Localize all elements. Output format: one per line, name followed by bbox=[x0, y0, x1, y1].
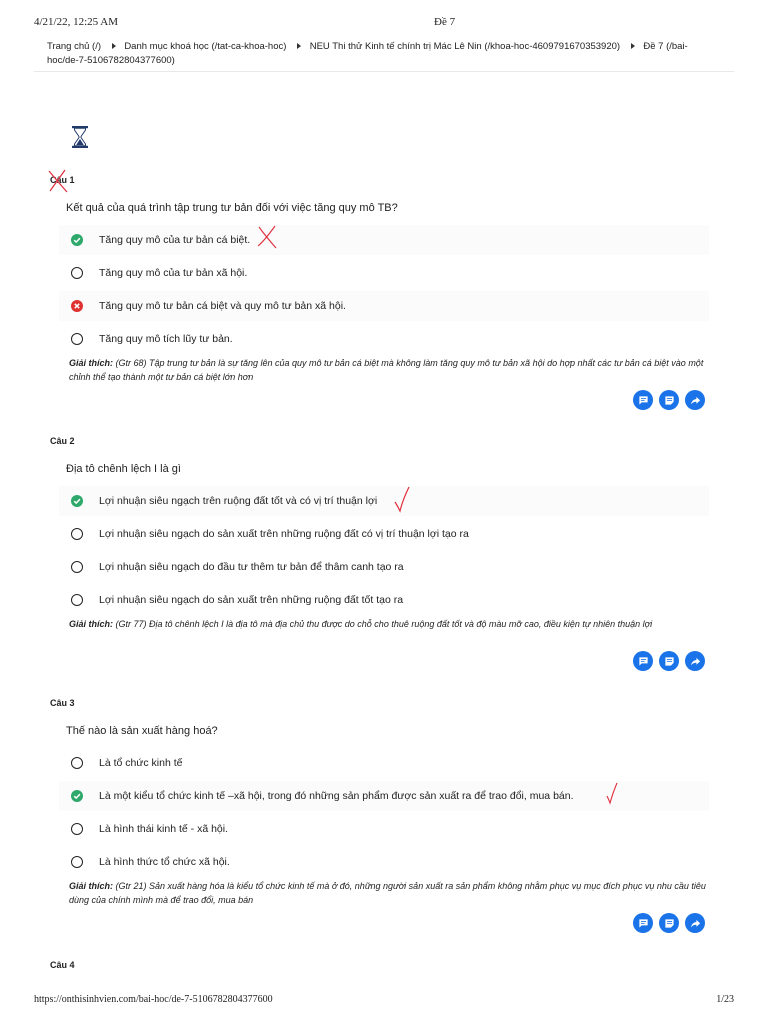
option-text: Là một kiểu tổ chức kinh tế –xã hội, trong đó những sản phẩm được sản xuất ra để trao đổi, mua bán. bbox=[99, 790, 574, 802]
question-actions bbox=[633, 390, 705, 410]
breadcrumb-separator-icon bbox=[112, 43, 116, 49]
option-3[interactable] bbox=[59, 291, 709, 321]
print-page-number: 1/23 bbox=[716, 994, 734, 1005]
question-text: Kết quả của quá trình tập trung tư bản đối với việc tăng quy mô TB? bbox=[66, 202, 398, 214]
print-date: 4/21/22, 12:25 AM bbox=[34, 16, 119, 28]
option-1[interactable] bbox=[59, 225, 709, 255]
option-text: Tăng quy mô của tư bản xã hội. bbox=[99, 267, 248, 279]
breadcrumb-separator-icon bbox=[631, 43, 635, 49]
question-label: Câu 1 bbox=[50, 175, 75, 185]
option-2[interactable] bbox=[59, 519, 709, 549]
option-text: Lợi nhuận siêu ngạch do sản xuất trên những ruộng đất tốt tạo ra bbox=[99, 594, 404, 606]
question-label: Câu 2 bbox=[50, 436, 75, 446]
note-icon[interactable] bbox=[659, 913, 679, 933]
option-text: Lợi nhuận siêu ngạch do sản xuất trên những ruộng đất có vị trí thuận lợi tạo ra bbox=[99, 528, 469, 540]
option-text: Là hình thái kinh tế - xã hội. bbox=[99, 823, 228, 835]
explanation-text: (Gtr 68) Tập trung tư bản là sự tăng lên của quy mô tư bản cá biệt mà không làm tăng quy mô tư bản xã hội do hợp nhất các tư bản cá biệt vào một chỉnh thể tạo thành một tư bản cá biệt lớn hơn bbox=[69, 358, 704, 382]
radio-empty-icon bbox=[71, 757, 83, 769]
option-text: Lợi nhuận siêu ngạch trên ruộng đất tốt và có vị trí thuận lợi bbox=[99, 495, 378, 507]
option-3[interactable] bbox=[59, 814, 709, 844]
question-text: Địa tô chênh lệch I là gì bbox=[66, 463, 181, 475]
option-text: Tăng quy mô tư bản cá biệt và quy mô tư bản xã hội. bbox=[99, 300, 346, 312]
option-text: Lợi nhuận siêu ngạch do đầu tư thêm tư bản để thâm canh tạo ra bbox=[99, 561, 404, 573]
option-4[interactable] bbox=[59, 324, 709, 354]
breadcrumb-separator-icon bbox=[297, 43, 301, 49]
question-label: Câu 3 bbox=[50, 698, 75, 708]
option-text: Là hình thức tổ chức xã hội. bbox=[99, 856, 230, 868]
explanation bbox=[69, 357, 709, 384]
option-4[interactable] bbox=[59, 847, 709, 877]
check-circle-icon bbox=[71, 790, 83, 802]
option-2[interactable] bbox=[59, 258, 709, 288]
print-url: https://onthisinhvien.com/bai-hoc/de-7-5106782804377600 bbox=[34, 994, 273, 1005]
question-label: Câu 4 bbox=[50, 960, 75, 970]
explanation-text: (Gtr 77) Địa tô chênh lệch I là địa tô mà địa chủ thu được do chỗ cho thuê ruộng đất tốt và độ màu mỡ cao, điều kiện tự nhiên thuận lợi bbox=[115, 619, 653, 629]
option-4[interactable] bbox=[59, 585, 709, 615]
print-title: Đề 7 bbox=[434, 16, 456, 28]
share-icon[interactable] bbox=[685, 390, 705, 410]
option-1[interactable] bbox=[59, 748, 709, 778]
note-icon[interactable] bbox=[659, 390, 679, 410]
header-divider bbox=[34, 71, 734, 72]
comment-icon[interactable] bbox=[633, 390, 653, 410]
option-1[interactable] bbox=[59, 486, 709, 516]
breadcrumb-home[interactable]: Trang chủ (/) bbox=[47, 41, 102, 52]
breadcrumb-lesson[interactable]: Đề 7 (/bai-hoc/de-7-5106782804377600) bbox=[47, 41, 688, 66]
share-icon[interactable] bbox=[685, 651, 705, 671]
explanation bbox=[69, 880, 709, 907]
x-circle-icon bbox=[71, 300, 83, 312]
note-icon[interactable] bbox=[659, 651, 679, 671]
radio-empty-icon bbox=[71, 528, 83, 540]
print-footer bbox=[34, 994, 734, 1008]
share-icon[interactable] bbox=[685, 913, 705, 933]
check-circle-icon bbox=[71, 495, 83, 507]
radio-empty-icon bbox=[71, 333, 83, 345]
explanation-label: Giải thích: bbox=[69, 881, 114, 891]
explanation-label: Giải thích: bbox=[69, 619, 114, 629]
pen-cross-mark-icon bbox=[256, 224, 278, 250]
hourglass-icon bbox=[72, 126, 88, 148]
option-text: Tăng quy mô của tư bản cá biệt. bbox=[99, 234, 251, 246]
radio-empty-icon bbox=[71, 594, 83, 606]
pen-check-mark-icon bbox=[606, 782, 618, 806]
comment-icon[interactable] bbox=[633, 651, 653, 671]
radio-empty-icon bbox=[71, 267, 83, 279]
radio-empty-icon bbox=[71, 823, 83, 835]
print-header bbox=[34, 16, 734, 32]
option-text: Là tổ chức kinh tế bbox=[99, 757, 183, 769]
breadcrumb bbox=[47, 40, 697, 68]
option-3[interactable] bbox=[59, 552, 709, 582]
comment-icon[interactable] bbox=[633, 913, 653, 933]
explanation-text: (Gtr 21) Sản xuất hàng hóa là kiểu tổ chức kinh tế mà ở đó, những người sản xuất ra sản phẩm không nhằm phục vụ mục đích phục vụ nhu cầu tiêu dùng của chính mình mà để trao đổi, mua bán bbox=[69, 881, 706, 905]
breadcrumb-course[interactable]: NEU Thi thử Kinh tế chính trị Mác Lê Nin (/khoa-hoc-4609791670353920) bbox=[309, 41, 621, 52]
check-circle-icon bbox=[71, 234, 83, 246]
question-actions bbox=[633, 651, 705, 671]
pen-check-mark-icon bbox=[394, 486, 410, 514]
radio-empty-icon bbox=[71, 561, 83, 573]
question-text: Thế nào là sản xuất hàng hoá? bbox=[66, 725, 218, 737]
explanation-label: Giải thích: bbox=[69, 358, 114, 368]
question-actions bbox=[633, 913, 705, 933]
breadcrumb-catalog[interactable]: Danh mục khoá học (/tat-ca-khoa-hoc) bbox=[124, 41, 287, 52]
option-text: Tăng quy mô tích lũy tư bản. bbox=[99, 333, 233, 345]
explanation bbox=[69, 618, 709, 632]
radio-empty-icon bbox=[71, 856, 83, 868]
pen-cross-mark-icon bbox=[46, 168, 72, 194]
